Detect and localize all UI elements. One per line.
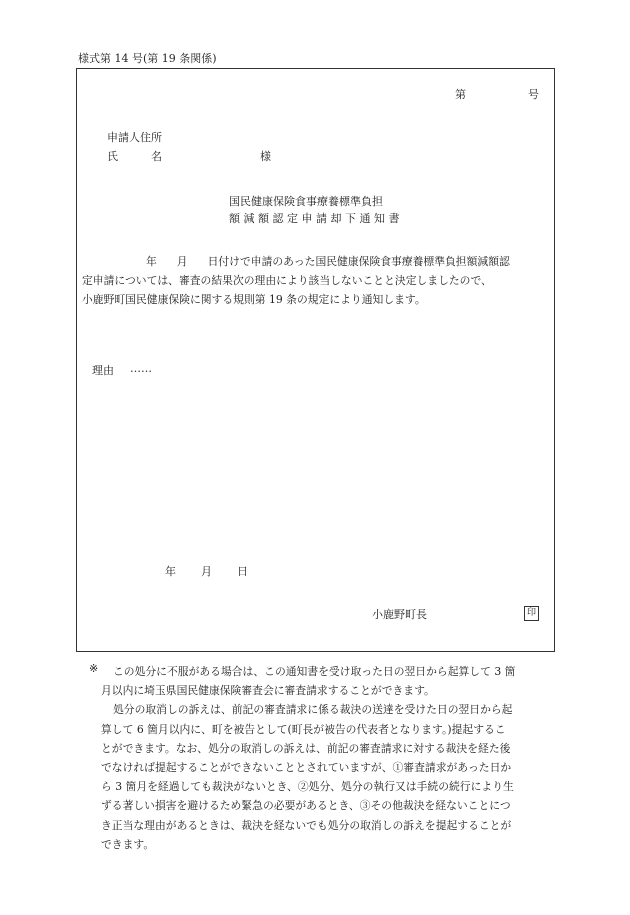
- body-line2: 定申請については、審査の結果次の理由により該当しないことと決定しましたので、: [82, 274, 492, 287]
- note-mark: ※: [89, 662, 99, 675]
- notice-body: [82, 252, 552, 309]
- notice-title-line1: 国民健康保険食事療養標準負担: [229, 195, 383, 208]
- reason-label: 理由: [92, 364, 114, 377]
- note-p2-line7: き正当な理由があるときは、裁決を経ないでも処分の取消しの訴えを提起することが: [101, 818, 512, 832]
- applicant-name-label: 氏 名: [107, 150, 162, 163]
- applicant-address-label: 申請人住所: [107, 131, 162, 144]
- issue-date-year: 年: [165, 565, 176, 578]
- note-p2-line2: 算して 6 箇月以内に、町を被告として(町長が被告の代表者となります。)提起するこ: [101, 722, 506, 736]
- number-suffix: 号: [528, 88, 539, 101]
- note-p2-line3: とができます。なお、処分の取消しの訴えは、前記の審査請求に対する裁決を経た後: [101, 741, 511, 755]
- body-line3: 小鹿野町国民健康保険に関する規則第 19 条の規定により通知します。: [82, 293, 426, 306]
- note-p1-line1: この処分に不服がある場合は、この通知書を受け取った日の翌日から起算して 3 箇: [113, 665, 516, 678]
- note-p2-line8: できます。: [101, 837, 155, 851]
- applicant-honorific: 様: [260, 150, 271, 163]
- note-p1-line2: 月以内に埼玉県国民健康保険審査会に審査請求することができます。: [101, 684, 435, 698]
- body-line1: 日付けで申請のあった国民健康保険食事療養標準負担額減額認: [207, 255, 510, 268]
- body-date-month: 月: [176, 255, 188, 268]
- number-prefix: 第: [455, 88, 466, 101]
- note-p2-line5: ら 3 箇月を経過しても裁決がないとき、②処分、処分の執行又は手続の続行により生: [101, 780, 514, 794]
- notice-title-line2: 額 減 額 認 定 申 請 却 下 通 知 書: [229, 212, 400, 225]
- note-p2-line1: 処分の取消しの訴えは、前記の審査請求に係る裁決の送達を受けた日の翌日から起: [113, 703, 513, 717]
- form-label: 様式第 14 号(第 19 条関係): [78, 52, 217, 65]
- body-date-year: 年: [146, 255, 157, 268]
- issuer-title: 小鹿野町長: [372, 608, 427, 621]
- note-p2-line6: ずる著しい損害を避けるため緊急の必要があるとき、③その他裁決を経ないことにつ: [101, 799, 511, 813]
- notes: [80, 662, 560, 854]
- issue-date-month: 月: [201, 565, 212, 578]
- reason-dots: ……: [130, 362, 152, 375]
- note-p2-line4: でなければ提起することができないこととされていますが、①審査請求があった日か: [101, 761, 512, 775]
- issue-date-day: 日: [237, 565, 248, 578]
- seal-icon: 印: [524, 606, 539, 621]
